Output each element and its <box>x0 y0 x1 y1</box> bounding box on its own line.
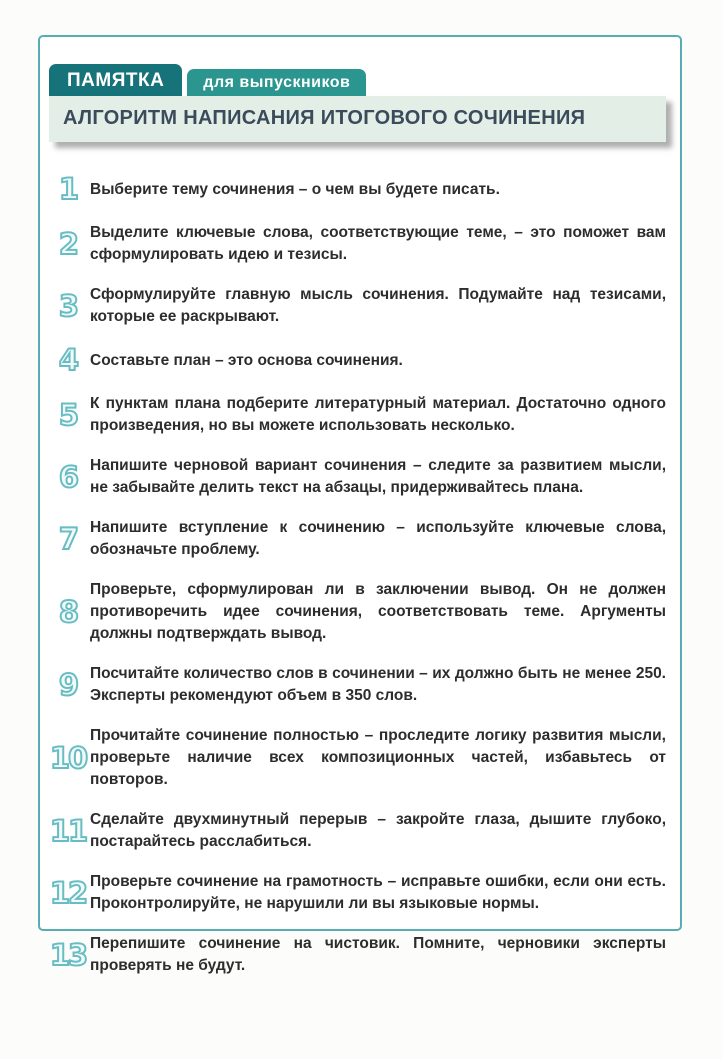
page-title: АЛГОРИТМ НАПИСАНИЯ ИТОГОВОГО СОЧИНЕНИЯ <box>49 96 666 142</box>
step-text: Прочитайте сочинение полностью – проследите логику развития мысли, проверьте наличие всех композиционных частей, избавьтесь от повторов. <box>90 727 666 788</box>
step-number: 9 <box>58 667 78 702</box>
step-text: Напишите вступление к сочинению – используйте ключевые слова, обозначьте проблему. <box>90 519 666 558</box>
memo-card <box>38 35 682 974</box>
step-text: Сформулируйте главную мысль сочинения. Подумайте над тезисами, которые ее раскрывают. <box>90 286 666 325</box>
step-number: 5 <box>58 397 78 432</box>
step-number: 7 <box>58 521 78 556</box>
list-item <box>46 933 666 977</box>
step-text: Напишите черновой вариант сочинения – следите за развитием мысли, не забывайте делить текст на абзацы, придерживайтесь плана. <box>90 457 666 496</box>
step-text: Выберите тему сочинения – о чем вы будете писать. <box>90 180 500 198</box>
list-item <box>46 579 666 645</box>
step-text: Выделите ключевые слова, соответствующие теме, – это поможет вам сформулировать идею и тезисы. <box>90 224 666 263</box>
tab-pamyatka: ПАМЯТКА <box>49 64 182 96</box>
step-number: 3 <box>58 288 78 323</box>
step-text: Перепишите сочинение на чистовик. Помните, черновики эксперты проверять не будут. <box>90 935 666 974</box>
step-text: Посчитайте количество слов в сочинении – их должно быть не менее 250. Эксперты рекомендуют объем в 350 слов. <box>90 665 666 704</box>
step-number: 12 <box>49 875 87 910</box>
list-item <box>46 172 666 206</box>
list-item <box>46 284 666 328</box>
step-number: 4 <box>58 343 78 377</box>
step-number: 6 <box>58 459 78 494</box>
list-item <box>46 455 666 499</box>
list-item <box>46 871 666 915</box>
list-item <box>46 222 666 266</box>
tab-for-graduates: для выпускников <box>187 69 366 96</box>
list-item <box>46 393 666 437</box>
list-item <box>46 517 666 561</box>
step-number: 2 <box>58 226 78 261</box>
step-text: Сделайте двухминутный перерыв – закройте глаза, дышите глубоко, постарайтесь расслабиться. <box>90 811 666 850</box>
header-tabs <box>49 64 666 96</box>
list-item <box>46 809 666 853</box>
step-text: К пунктам плана подберите литературный материал. Достаточно одного произведения, но вы можете использовать несколько. <box>90 395 666 434</box>
step-number: 13 <box>49 937 87 972</box>
list-item <box>46 725 666 791</box>
list-item <box>46 343 666 377</box>
step-text: Проверьте сочинение на грамотность – исправьте ошибки, если они есть. Проконтролируйте, не нарушили ли вы языковые нормы. <box>90 873 666 912</box>
step-number: 8 <box>58 594 78 629</box>
step-number: 10 <box>49 740 87 775</box>
steps-list <box>46 172 666 977</box>
step-number: 1 <box>58 172 78 206</box>
step-text: Проверьте, сформулирован ли в заключении вывод. Он не должен противоречить идее сочинения, соответствовать теме. Аргументы должны подтверждать вывод. <box>90 581 666 642</box>
step-text: Составьте план – это основа сочинения. <box>90 351 403 369</box>
list-item <box>46 663 666 707</box>
step-number: 11 <box>49 813 87 848</box>
